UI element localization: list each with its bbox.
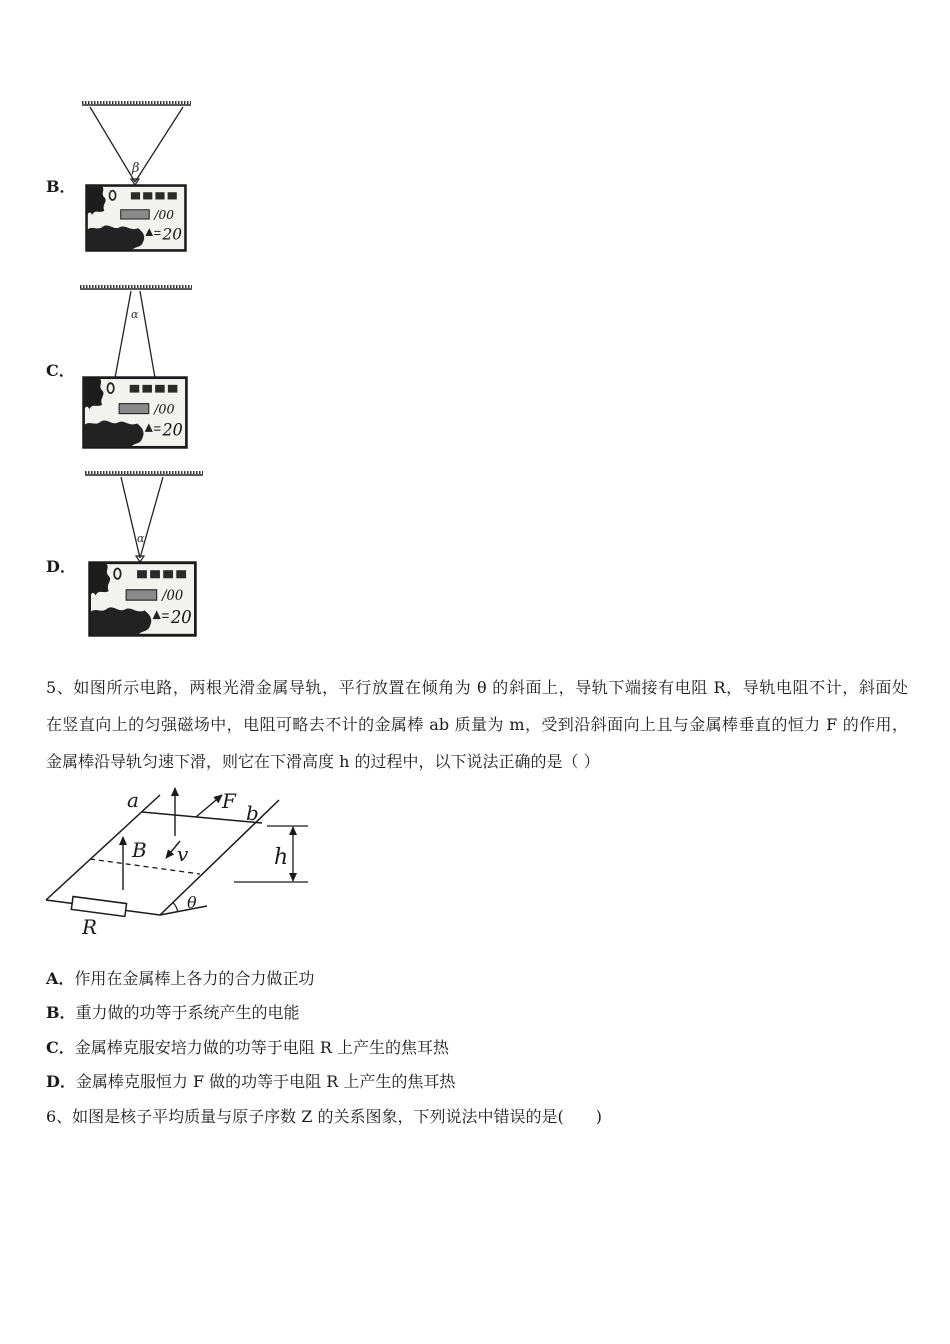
question-5-option-c: [46, 1038, 449, 1058]
sign-bottom-flowers: [88, 225, 145, 249]
label-theta: θ: [187, 893, 197, 912]
sign-price-bottom: 20: [162, 420, 183, 440]
question-5-line-1: 5、如图所示电路，两根光滑金属导轨，平行放置在倾角为 θ 的斜面上，导轨下端接有电阻 R，导轨电阻不计，斜面处: [46, 678, 908, 697]
option-label: D．: [46, 1072, 76, 1091]
option-d-hanging-diagram: [78, 466, 213, 563]
question-6-text: 6、如图是核子平均质量与原子序数 Z 的关系图象，下列说法中错误的是( ): [46, 1107, 602, 1126]
question-5-incline-diagram: [40, 780, 320, 940]
option-d-label: D．: [46, 557, 76, 576]
option-text: 重力做的功等于系统产生的电能: [75, 1003, 300, 1022]
sign-price-top: /00: [162, 588, 184, 605]
question-5-line-3: 金属棒沿导轨匀速下滑，则它在下滑高度 h 的过程中，以下说法正确的是（ ）: [46, 752, 600, 771]
option-c-label: C．: [46, 361, 75, 380]
label-a: a: [127, 788, 139, 812]
label-field-b: B: [132, 838, 147, 862]
sign-card: [85, 184, 187, 252]
sign-card: [88, 561, 197, 637]
option-b-label: B．: [46, 177, 76, 196]
question-5-line-2: 在竖直向上的匀强磁场中，电阻可略去不计的金属棒 ab 质量为 m，受到沿斜面向上且与金属棒垂直的恒力 F 的作用，: [46, 715, 908, 734]
option-text: 金属棒克服恒力 F 做的功等于电阻 R 上产生的焦耳热: [75, 1072, 456, 1091]
left-string: [90, 107, 135, 182]
metal-rod-ab: [142, 812, 262, 823]
right-string: [140, 291, 155, 378]
sign-label-box: [119, 404, 149, 414]
question-5-option-a: [46, 969, 314, 989]
option-label: A．: [46, 969, 75, 988]
sign-bottom-flowers: [85, 421, 144, 447]
label-h: h: [274, 845, 289, 870]
question-5-option-d: [46, 1072, 455, 1092]
label-f: F: [222, 789, 236, 813]
sign-leaf-decoration: [88, 187, 106, 215]
sign-label-box: [126, 590, 157, 600]
sign-price-top: /00: [154, 207, 175, 223]
option-text: 金属棒克服安培力做的功等于电阻 R 上产生的焦耳热: [74, 1038, 449, 1057]
angle-label: α: [131, 308, 139, 321]
sign-label-box: [121, 210, 150, 219]
option-b-hanging-diagram: [75, 95, 205, 190]
label-v: v: [177, 842, 189, 866]
option-label: C．: [46, 1038, 75, 1057]
right-string: [135, 107, 183, 182]
option-label: B．: [46, 1003, 76, 1022]
sign-leaf-decoration: [91, 564, 110, 596]
label-r: R: [82, 915, 98, 939]
right-string: [140, 477, 163, 558]
sign-card: [82, 376, 188, 449]
sign-price-top: /00: [154, 402, 175, 418]
left-string: [115, 291, 131, 378]
angle-arc: [173, 902, 178, 911]
sign-leaf-decoration: [85, 379, 104, 409]
option-c-hanging-diagram: [72, 280, 202, 380]
sign-price-bottom: 20: [162, 225, 182, 244]
sign-price-bottom: 20: [170, 606, 192, 628]
sign-bottom-flowers: [91, 607, 152, 634]
force-f-arrow: [196, 795, 222, 817]
angle-label: β: [132, 161, 140, 176]
left-string: [121, 477, 140, 558]
label-b: b: [246, 801, 259, 825]
question-5-option-b: [46, 1003, 300, 1023]
angle-label: α: [137, 532, 145, 545]
resistor: [71, 897, 126, 917]
option-text: 作用在金属棒上各力的合力做正功: [74, 969, 315, 988]
